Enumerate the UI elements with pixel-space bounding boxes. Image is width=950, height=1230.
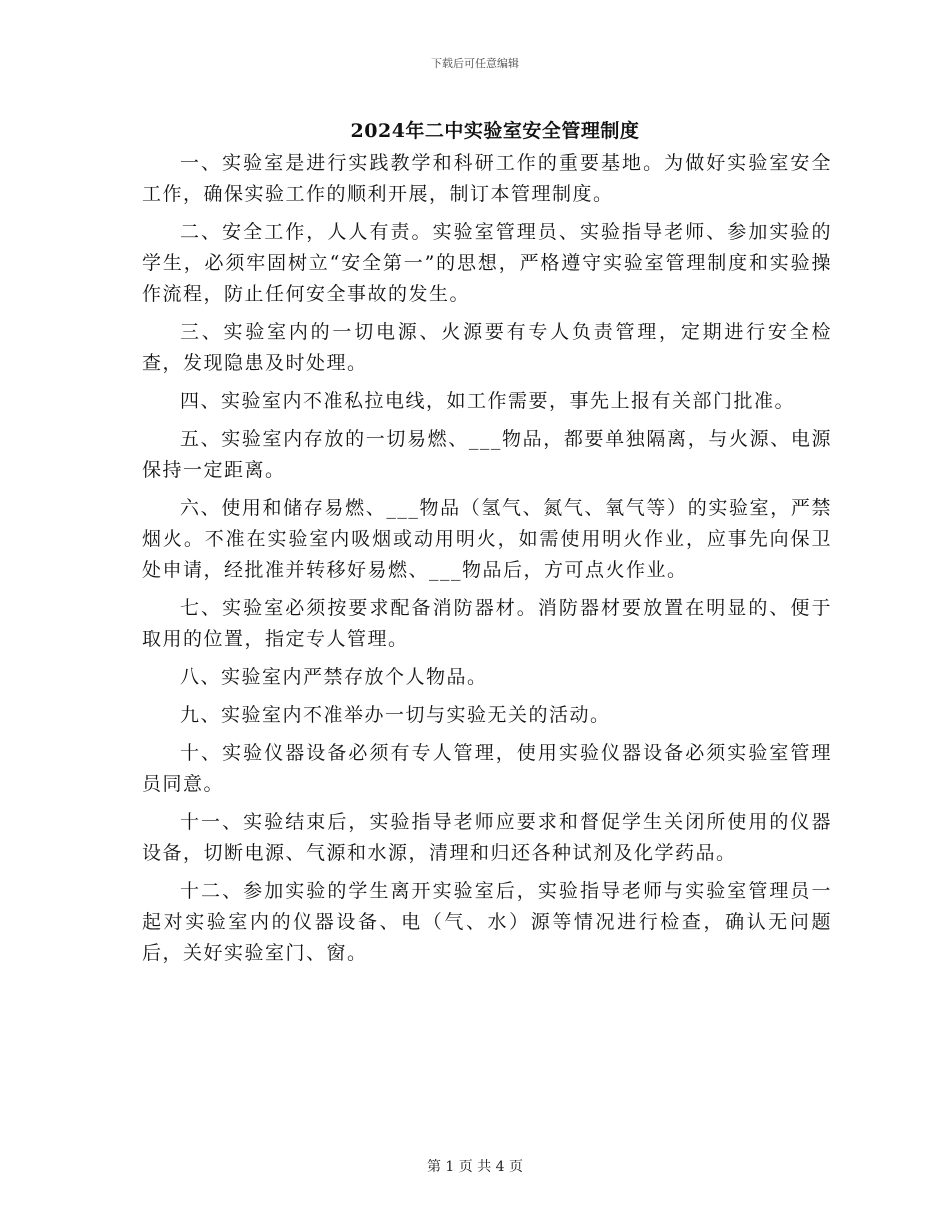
header-note: 下载后可任意编辑 [431, 57, 519, 70]
paragraph-12: 十二、参加实验的学生离开实验室后，实验指导老师与实验室管理员一起对实验室内的仪器设备、电（气、水）源等情况进行检查，确认无问题后，关好实验室门、窗。 [142, 880, 832, 964]
paragraph-9: 九、实验室内不准举办一切与实验无关的活动。 [180, 704, 611, 726]
paragraph-2: 二、安全工作，人人有责。实验室管理员、实验指导老师、参加实验的学生，必须牢固树立“安全第一”的思想，严格遵守实验室管理制度和实验操作流程，防止任何安全事故的发生。 [142, 221, 832, 305]
paragraph-11: 十一、实验结束后，实验指导老师应要求和督促学生关闭所使用的仪器设备，切断电源、气源和水源，清理和归还各种试剂及化学药品。 [142, 811, 832, 864]
document-title: 2024年二中实验室安全管理制度 [350, 120, 640, 142]
document-body [142, 148, 832, 976]
paragraph-7: 七、实验室必须按要求配备消防器材。消防器材要放置在明显的、便于取用的位置，指定专人管理。 [142, 597, 832, 650]
paragraph-6: 六、使用和储存易燃、___物品（氢气、氮气、氧气等）的实验室，严禁烟火。不准在实验室内吸烟或动用明火，如需使用明火作业，应事先向保卫处申请，经批准并转移好易燃、___物品后，方可点火作业。 [142, 497, 832, 581]
paragraph-3: 三、实验室内的一切电源、火源要有专人负责管理，定期进行安全检查，发现隐患及时处理。 [142, 321, 832, 374]
page-footer: 第 1 页 共 4 页 [426, 1159, 524, 1175]
paragraph-4: 四、实验室内不准私拉电线，如工作需要，事先上报有关部门批准。 [180, 390, 796, 412]
paragraph-10: 十、实验仪器设备必须有专人管理，使用实验仪器设备必须实验室管理员同意。 [142, 742, 832, 795]
paragraph-5: 五、实验室内存放的一切易燃、___物品，都要单独隔离，与火源、电源保持一定距离。 [142, 428, 832, 481]
paragraph-1: 一、实验室是进行实践教学和科研工作的重要基地。为做好实验室安全工作，确保实验工作的顺利开展，制订本管理制度。 [142, 152, 832, 205]
paragraph-8: 八、实验室内严禁存放个人物品。 [180, 666, 488, 688]
